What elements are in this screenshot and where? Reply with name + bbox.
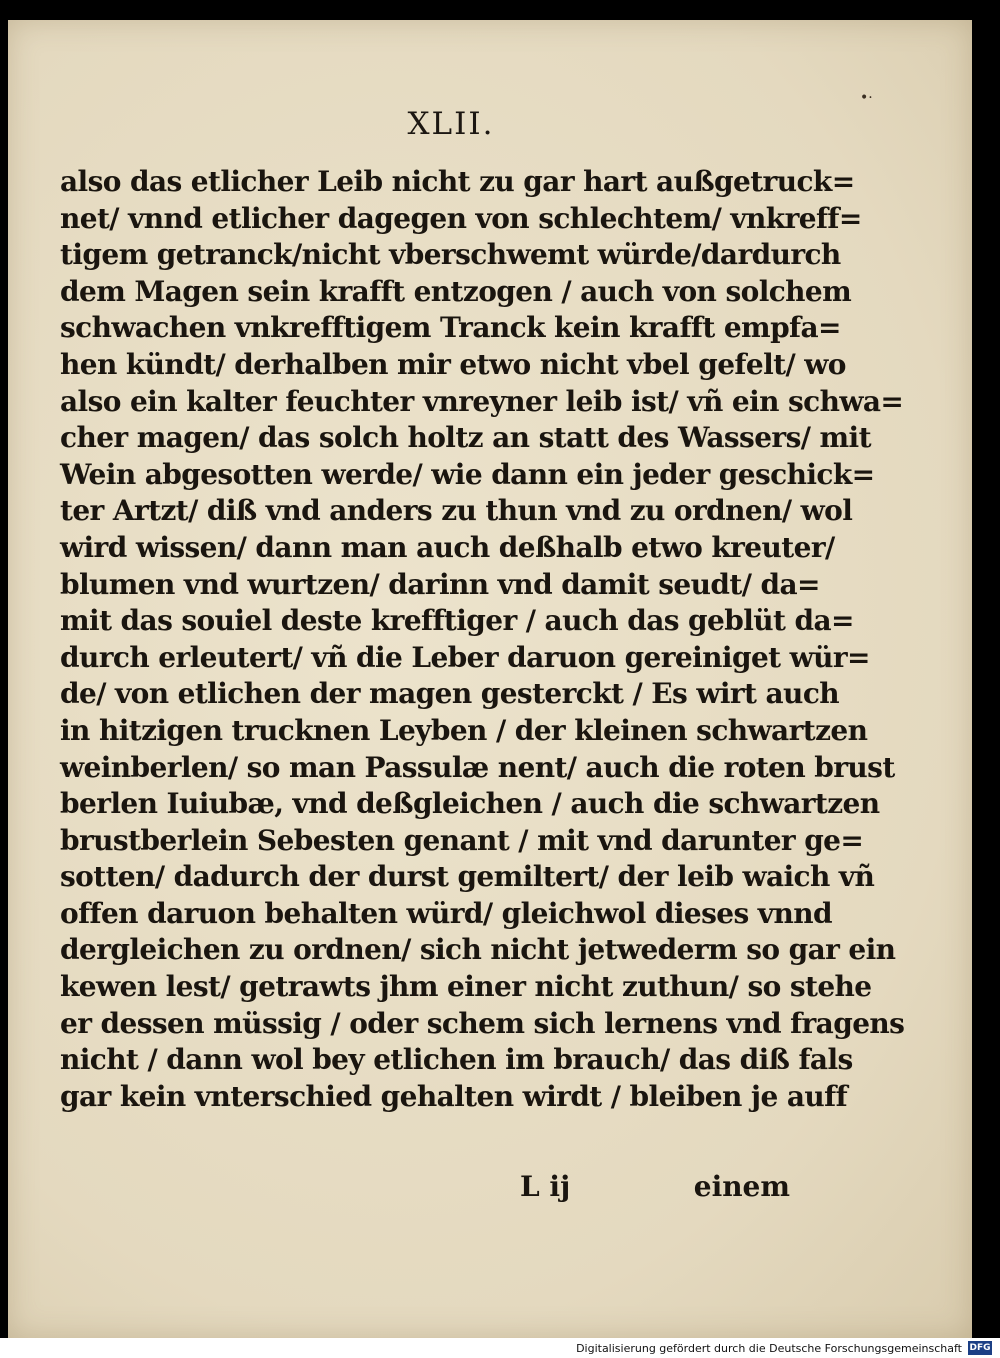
text-line: dergleichen zu ordnen/ sich nicht jetwederm so gar ein	[60, 933, 896, 967]
text-line: mit das souiel deste krefftiger / auch das geblüt da=	[60, 604, 854, 638]
text-line: hen kündt/ derhalben mir etwo nicht vbel gefelt/ wo	[60, 347, 846, 381]
text-line: de/ von etlichen der magen gesterckt / Es wirt auch	[60, 677, 840, 711]
text-line: nicht / dann wol bey etlichen im brauch/ das diß fals	[60, 1043, 853, 1077]
text-line: schwachen vnkrefftigem Tranck kein krafft empfa=	[60, 311, 841, 345]
text-line: also das etlicher Leib nicht zu gar hart außgetruck=	[60, 165, 855, 198]
text-line: in hitzigen trucknen Leyben / der kleinen schwartzen	[60, 713, 868, 747]
text-block	[60, 164, 905, 1115]
text-line: er dessen müssig / oder schem sich lernens vnd fragens	[60, 1006, 905, 1040]
catchword: einem	[693, 1170, 790, 1203]
text-line: Wein abgesotten werde/ wie dann ein jeder geschick=	[60, 457, 875, 491]
text-line: cher magen/ das solch holtz an statt des Wassers/ mit	[60, 421, 871, 455]
book-page	[8, 20, 972, 1338]
text-line: wird wissen/ dann man auch deßhalb etwo kreuter/	[60, 530, 835, 564]
page-bottom	[60, 1170, 790, 1210]
text-line: offen daruon behalten würd/ gleichwol dieses vnnd	[60, 896, 832, 930]
text-line: also ein kalter feuchter vnreyner leib ist/ vñ ein schwa=	[60, 384, 904, 418]
text-line: tigem getranck/nicht vberschwemt würde/dardurch	[60, 238, 841, 272]
text-line: durch erleutert/ vñ die Leber daruon gereiniget wür=	[60, 640, 870, 674]
credit-footer	[0, 1338, 1000, 1358]
text-line: sotten/ dadurch der durst gemiltert/ der leib waich vñ	[60, 860, 875, 894]
text-line: brustberlein Sebesten genant / mit vnd darunter ge=	[60, 823, 864, 857]
text-line: berlen Iuiubæ, vnd deßgleichen / auch die schwartzen	[60, 787, 880, 821]
text-line: kewen lest/ getrawts jhm einer nicht zuthun/ so stehe	[60, 970, 872, 1004]
corner-mark: •·	[860, 90, 873, 106]
text-line: blumen vnd wurtzen/ darinn vnd damit seudt/ da=	[60, 567, 820, 601]
signature-mark: L ij	[520, 1170, 571, 1203]
dfg-logo: DFG	[969, 1343, 991, 1353]
text-line: net/ vnnd etlicher dagegen von schlechtem/ vnkreff=	[60, 201, 862, 235]
credit-text: Digitalisierung gefördert durch die Deutsche Forschungsgemeinschaft	[576, 1341, 962, 1355]
folio-number: XLII.	[407, 106, 495, 142]
text-line: gar kein vnterschied gehalten wirdt / bleiben je auff	[60, 1079, 848, 1113]
text-line: weinberlen/ so man Passulæ nent/ auch die roten brust	[60, 750, 895, 784]
text-line: dem Magen sein krafft entzogen / auch von solchem	[60, 274, 852, 308]
text-line: ter Artzt/ diß vnd anders zu thun vnd zu ordnen/ wol	[60, 494, 853, 528]
